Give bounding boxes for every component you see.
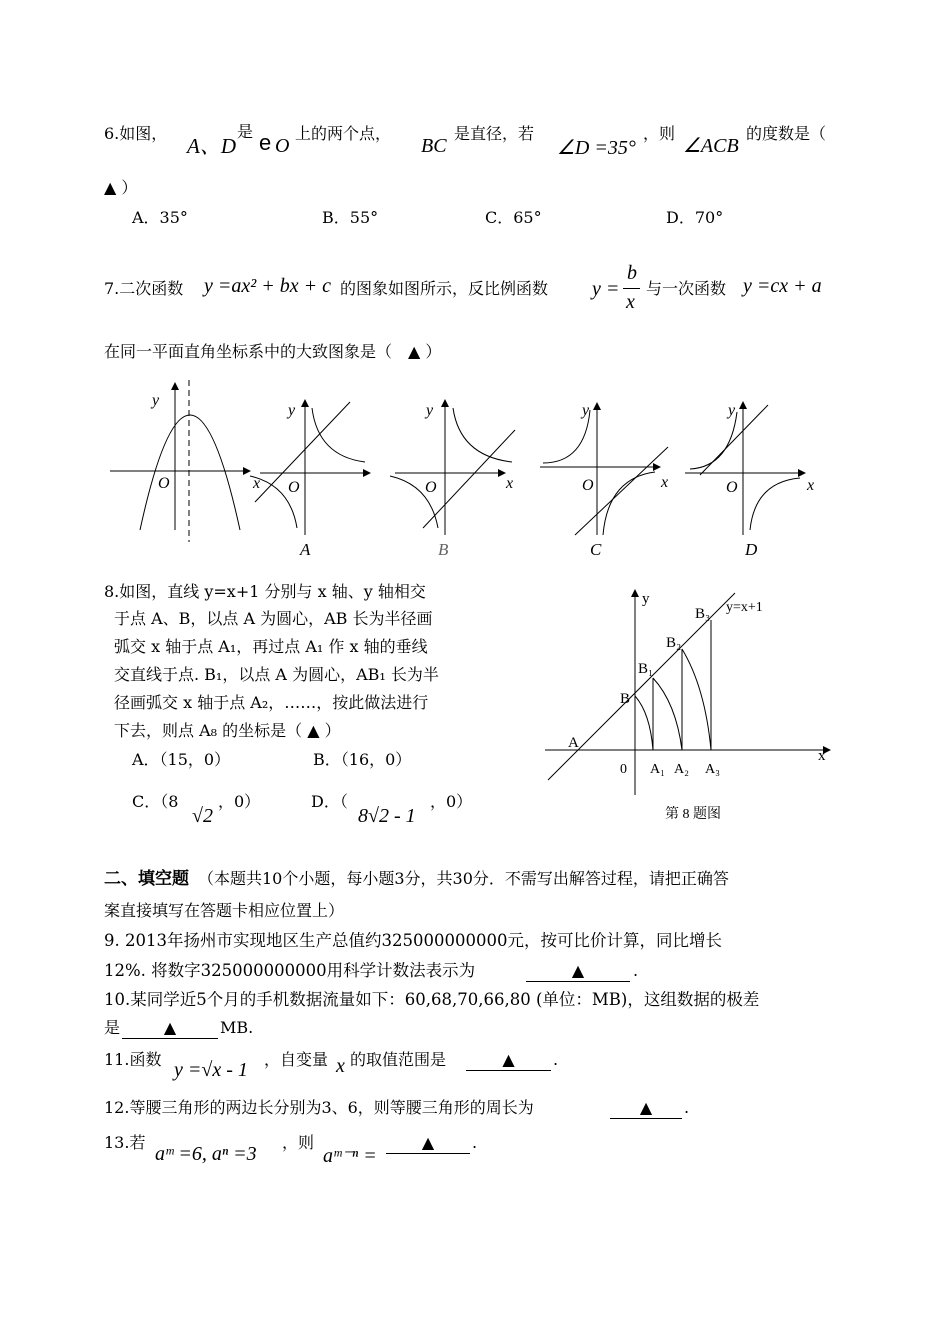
q8-option-c-pre: C．（8 [132, 792, 179, 811]
q10-unit: MB. [220, 1018, 254, 1037]
q11-mid: ，自变量 [264, 1050, 329, 1069]
q7-linear: y =cx + a [743, 275, 822, 297]
q8-line-3: 弧交 x 轴于点 A₁，再过点 A₁ 作 x 轴的垂线 [114, 637, 428, 656]
q9-answer-blank[interactable]: ▲ [526, 961, 630, 982]
q7-graph-b-origin: O [425, 479, 437, 496]
section-2-desc-1: （本题共10个小题，每小题3分，共30分．不需写出解答过程，请把正确答 [198, 869, 729, 888]
q7-graph-b [390, 400, 515, 559]
q8-option-d-post: ，0） [430, 792, 473, 811]
q8-line-5: 径画弧交 x 轴于点 A₂，……，按此做法进行 [114, 693, 429, 712]
q7-graph-d-origin: O [726, 479, 738, 496]
q8-option-a: A．（15，0） [132, 750, 231, 769]
q7-graph-c-y-label: y [582, 402, 590, 419]
q8-y-label: y [642, 591, 650, 607]
q7-quadratic: y =ax² + bx + c [204, 275, 331, 297]
q12-end: . [684, 1098, 690, 1117]
q8-figure [540, 585, 840, 830]
q13-answer-blank[interactable]: ▲ [386, 1133, 470, 1154]
q8-line-label: y=x+1 [726, 600, 763, 615]
q11-post: 的取值范围是 [350, 1050, 447, 1069]
section-2-desc-2: 案直接填写在答题卡相应位置上） [104, 901, 345, 920]
q8-label-o: 0 [620, 762, 627, 777]
q6-is: 是 [237, 122, 254, 141]
q7-with: 与一次函数 [646, 279, 727, 298]
q10-line-1: 10.某同学近5个月的手机数据流量如下：60,68,70,66,80 (单位：MB)，这组数据的极差 [104, 990, 760, 1009]
q8-arc-1 [635, 696, 653, 750]
q7-y-eq: y = [592, 278, 620, 300]
q13-expr: aᵐ⁻ⁿ = [323, 1145, 377, 1167]
q6-option-b: B．55° [322, 208, 379, 227]
q6-prefix: 6.如图， [104, 124, 168, 143]
q13-condition: aᵐ =6, aⁿ =3 [155, 1143, 257, 1165]
q7-graph-b-hyperbola-1 [453, 408, 512, 462]
q8-label-b3: B₃ [695, 606, 711, 622]
q6-bc: BC [421, 135, 447, 157]
q8-option-c-post: ，0） [218, 792, 261, 811]
q7-frac-num: b [627, 262, 637, 284]
q9-line-2: 12%. 将数字325000000000用科学计数法表示为 [104, 961, 476, 980]
q6-angle-d: ∠D =35° [557, 137, 636, 159]
q7-graph-d-y-label: y [728, 402, 736, 419]
q6-option-a: A．35° [132, 208, 188, 227]
q6-points: A、D [187, 134, 236, 158]
q7-label-b: B [438, 540, 449, 559]
q7-graph-b-y-label: y [426, 402, 434, 419]
q8-option-d-expr: 8√2 - 1 [358, 805, 416, 827]
q7-graph-c-x-label: x [661, 474, 669, 491]
q12-text: 12.等腰三角形的两边长分别为3、6，则等腰三角形的周长为 [104, 1098, 534, 1117]
q11-pre: 11.函数 [104, 1050, 162, 1069]
q7-graph-a-origin: O [288, 479, 300, 496]
q6-answer-mark: ▲ ） [104, 178, 138, 197]
q8-line-6: 下去，则点 A₈ 的坐标是（ ▲ ） [114, 721, 341, 740]
q7-frac-den: x [626, 291, 635, 313]
q8-label-a3: A₃ [705, 762, 720, 777]
q7-mid: 的图象如图所示，反比例函数 [340, 279, 549, 298]
q8-arc-2 [653, 678, 682, 750]
q8-option-b: B．（16，0） [313, 750, 412, 769]
q8-label-a: A [568, 735, 579, 751]
q7-graph-a-hyperbola-1 [312, 408, 365, 462]
q7-parabola-y-label: y [152, 392, 160, 409]
q6-ask: 的度数是（ [746, 124, 827, 143]
q8-line-1: 8.如图，直线 y=x+1 分别与 x 轴、y 轴相交 [104, 582, 426, 601]
q9-line-1: 9. 2013年扬州市实现地区生产总值约325000000000元，按可比价计算，同比增长 [104, 931, 722, 950]
q11-expr: y =√x - 1 [174, 1059, 248, 1081]
q12-answer-blank[interactable]: ▲ [610, 1098, 682, 1119]
q7-label-c: C [590, 540, 602, 559]
q8-label-a1: A₁ [650, 762, 665, 777]
q7-label-a: A [300, 540, 311, 559]
q7-graph-d [685, 402, 814, 559]
q7-graph-d-hyperbola-2 [750, 478, 800, 530]
q8-option-c-radical: √2 [192, 805, 213, 827]
q11-var: x [336, 1055, 345, 1077]
q7-graph-b-x-label: x [506, 475, 514, 492]
q7-graph-c-hyperbola-2 [603, 472, 655, 535]
q6-option-c: C．65° [485, 208, 542, 227]
q7-graph-c-origin: O [582, 477, 594, 494]
q6-angle-acb: ∠ACB [683, 135, 739, 157]
q8-label-a2: A₂ [674, 762, 689, 777]
q7-graph-b-line [423, 430, 515, 528]
q7-graph-d-x-label: x [807, 477, 815, 494]
q11-answer-blank[interactable]: ▲ [466, 1050, 551, 1071]
q8-label-b2: B₂ [666, 635, 682, 651]
q7-graph-a-x-label: x [253, 475, 261, 492]
q7-frac-bar [623, 288, 640, 289]
q6-circle-symbol: e [259, 130, 272, 155]
q8-line-4: 交直线于点. B₁，以点 A 为圆心，AB₁ 长为半 [114, 665, 439, 684]
q7-graph-a-y-label: y [288, 402, 296, 419]
q7-graphs [100, 370, 830, 570]
q7-graph-c [540, 402, 668, 559]
q13-then: ，则 [282, 1133, 315, 1152]
q7-graph-a [250, 400, 370, 559]
q6-diameter: 是直径，若 [454, 124, 535, 143]
q13-pre: 13.若 [104, 1133, 146, 1152]
q6-mid: 上的两个点， [295, 124, 392, 143]
q8-option-d-pre: D．（ [311, 792, 348, 811]
section-2-title: 二、填空题 [104, 869, 189, 889]
q6-option-d: D．70° [666, 208, 724, 227]
q13-end: . [472, 1133, 478, 1152]
q8-arc-3 [682, 649, 711, 750]
q7-label-d: D [745, 540, 758, 559]
q11-end: . [553, 1050, 559, 1069]
q7-parabola-curve [140, 415, 240, 530]
q9-end: . [633, 961, 639, 980]
q7-parabola-origin: O [158, 475, 170, 492]
q8-line-2: 于点 A、B，以点 A 为圆心，AB 长为半径画 [114, 609, 433, 628]
q7-prefix: 7.二次函数 [104, 279, 184, 298]
q6-then: ，则 [643, 124, 676, 143]
q7-parabola-graph [110, 380, 250, 542]
q10-answer-blank[interactable]: ▲ [122, 1018, 218, 1039]
q6-circle-o: O [275, 135, 290, 157]
q8-label-b: B [620, 691, 631, 707]
q8-caption: 第 8 题图 [665, 807, 721, 822]
q10-line-2-pre: 是 [104, 1018, 121, 1037]
q7-line2: 在同一平面直角坐标系中的大致图象是（ ▲ ） [104, 342, 442, 361]
q8-x-label: x [818, 748, 826, 764]
q8-label-b1: B₁ [638, 661, 654, 677]
